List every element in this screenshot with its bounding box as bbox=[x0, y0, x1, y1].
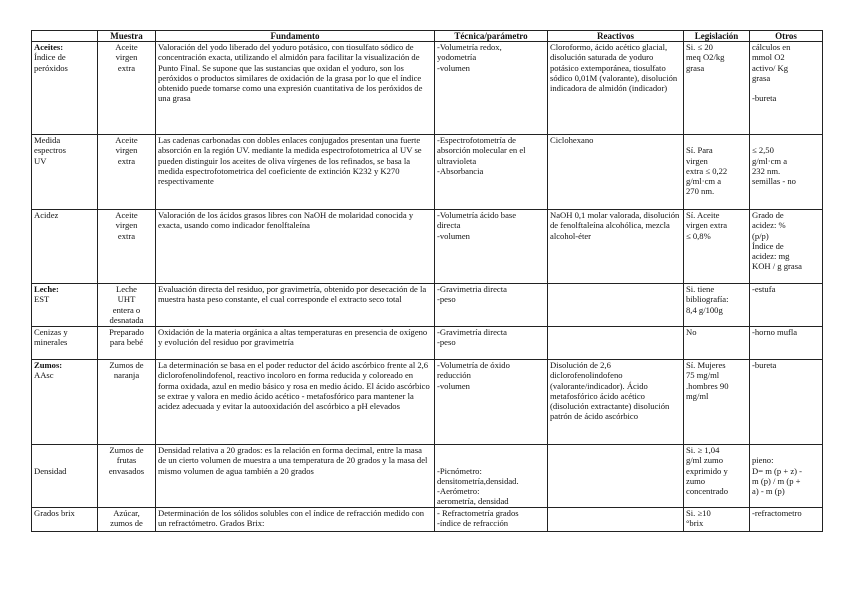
tecnica-cell: -Volumetría redox, yodometría -volumen bbox=[435, 42, 548, 135]
fundamento-cell: Valoración de los ácidos grasos libres con NaOH de molaridad conocida y exacta, usando como indicador fenolftaleína bbox=[156, 210, 435, 284]
legislacion-cell: Si. ≥ 1,04 g/ml zumo exprimido y zumo concentrado bbox=[684, 445, 750, 508]
table-row bbox=[32, 327, 823, 360]
analysis-table bbox=[31, 30, 823, 532]
muestra-cell: Leche UHT entera o desnatada bbox=[98, 284, 156, 327]
reactivos-cell: NaOH 0,1 molar valorada, disolución de fenolftaleína alcohólica, mezcla alcohol-éter bbox=[548, 210, 684, 284]
muestra-cell: Zumos de naranja bbox=[98, 360, 156, 445]
reactivos-cell bbox=[548, 507, 684, 531]
otros-cell: -horno mufla bbox=[750, 327, 823, 360]
category-title: Zumos: bbox=[34, 360, 63, 370]
otros-cell: -refractometro bbox=[750, 507, 823, 531]
header-reactivos: Reactivos bbox=[548, 31, 684, 42]
table-row bbox=[32, 284, 823, 327]
otros-cell: Grado de acidez: % (p/p) Índice de acidez: mg KOH / g grasa bbox=[750, 210, 823, 284]
category-title: Aceites: bbox=[34, 42, 64, 52]
reactivos-cell: Disolución de 2,6 diclorofenolindofeno (valorante/indicador). Ácido metafosfórico ácido acético (disolución extractante) disolución patrón de ácido ascórbico bbox=[548, 360, 684, 445]
tecnica-cell: -Gravimetria directa -peso bbox=[435, 284, 548, 327]
table-row bbox=[32, 507, 823, 531]
fundamento-cell: Determinación de los sólidos solubles con el índice de refracción medido con un refractómetro. Grados Brix: bbox=[156, 507, 435, 531]
table-row bbox=[32, 360, 823, 445]
reactivos-cell bbox=[548, 284, 684, 327]
table-row bbox=[32, 210, 823, 284]
parameter-name: EST bbox=[34, 294, 50, 305]
parameter-name: Índice de peróxidos bbox=[34, 52, 68, 73]
parameter-cell bbox=[32, 360, 98, 445]
parameter-cell bbox=[32, 327, 98, 360]
parameter-name: Cenizas y minerales bbox=[34, 327, 68, 348]
header-otros: Otros bbox=[750, 31, 823, 42]
reactivos-cell bbox=[548, 327, 684, 360]
legislacion-cell: Si. tiene bibliografía: 8,4 g/100g bbox=[684, 284, 750, 327]
tecnica-cell: -Gravimetría directa -peso bbox=[435, 327, 548, 360]
fundamento-cell: Evaluación directa del residuo, por gravimetría, obtenido por desecación de la muestra hasta peso constante, el cual corresponde el extracto seco total bbox=[156, 284, 435, 327]
legislacion-cell: Sí. Para virgen extra ≤ 0,22 g/ml·cm a 270 nm. bbox=[684, 135, 750, 210]
fundamento-cell: Valoración del yodo liberado del yoduro potásico, con tiosulfato sódico de concentración exacta, utilizando el almidón para facilitar la visualización de Punto Final. Se supone que las sustancias que oxidan el yoduro, son los peróxidos o productos similares de oxidación de la grasa por lo que el índice obtenido puede tomarse como una expresión cuantitativa de los peróxidos de una grasa bbox=[156, 42, 435, 135]
reactivos-cell: Ciclohexano bbox=[548, 135, 684, 210]
muestra-cell: Aceite virgen extra bbox=[98, 210, 156, 284]
tecnica-cell: - Refractometría grados -índice de refracción bbox=[435, 507, 548, 531]
header-fundamento: Fundamento bbox=[156, 31, 435, 42]
muestra-cell: Azúcar, zumos de bbox=[98, 507, 156, 531]
muestra-cell: Zumos de frutas envasados bbox=[98, 445, 156, 508]
legislacion-cell: Si. ≥10 °brix bbox=[684, 507, 750, 531]
reactivos-cell: Cloroformo, ácido acético glacial, disolución saturada de yoduro potásico extemporánea, tiosulfato sódico 0,01M (valorante), disolución indicadora de almidón (indicador) bbox=[548, 42, 684, 135]
parameter-name: Acidez bbox=[34, 210, 59, 220]
category-title: Leche: bbox=[34, 284, 59, 294]
header-legislacion: Legislación bbox=[684, 31, 750, 42]
legislacion-cell: No bbox=[684, 327, 750, 360]
fundamento-cell: La determinación se basa en el poder reductor del ácido ascórbico frente al 2,6 diclorofenolindofenol, reactivo incoloro en forma reducida y coloreado en forma oxidada, azul en medio básico y rosa en medio ácido. El ácido ascórbico se extrae y valora en medio ácido acético - metafosfórico para mantener la acidez adecuada y evitar la autooxidación del ascórbico a pH elevados bbox=[156, 360, 435, 445]
otros-cell: -bureta bbox=[750, 360, 823, 445]
parameter-cell: Grados brix bbox=[32, 507, 98, 531]
header-tecnica: Técnica/parámetro bbox=[435, 31, 548, 42]
muestra-cell: Aceite virgen extra bbox=[98, 42, 156, 135]
legislacion-cell: Sí. Aceite virgen extra ≤ 0,8% bbox=[684, 210, 750, 284]
table-row bbox=[32, 42, 823, 135]
legislacion-cell: Si. ≤ 20 meq O2/kg grasa bbox=[684, 42, 750, 135]
muestra-cell: Preparado para bebé bbox=[98, 327, 156, 360]
fundamento-cell: Oxidación de la materia orgánica a altas temperaturas en presencia de oxígeno y evolución del residuo por gravimetría bbox=[156, 327, 435, 360]
reactivos-cell bbox=[548, 445, 684, 508]
otros-cell: pieno: D= m (p + z) - m (p) / m (p + a) - m (p) bbox=[750, 445, 823, 508]
header-muestra: Muestra bbox=[98, 31, 156, 42]
parameter-cell: Densidad bbox=[32, 445, 98, 508]
parameter-cell bbox=[32, 210, 98, 284]
otros-cell: -estufa bbox=[750, 284, 823, 327]
otros-cell: cálculos en mmol O2 activo/ Kg grasa -bureta bbox=[750, 42, 823, 135]
otros-cell: ≤ 2,50 g/ml·cm a 232 nm. semillas - no bbox=[750, 135, 823, 210]
tecnica-cell: -Espectrofotometría de absorción molecular en el ultravioleta -Absorbancia bbox=[435, 135, 548, 210]
parameter-cell bbox=[32, 284, 98, 327]
muestra-cell: Aceite virgen extra bbox=[98, 135, 156, 210]
parameter-cell bbox=[32, 42, 98, 135]
parameter-name: AAsc bbox=[34, 370, 54, 381]
tecnica-cell: -Volumetría de óxido reducción -volumen bbox=[435, 360, 548, 445]
fundamento-cell: Las cadenas carbonadas con dobles enlaces conjugados presentan una fuerte absorción en la región UV. mediante la medida espectrofotometrica al UV se pueden distinguir los aceites de oliva vírgenes de los refinados, se basa la medida espectrofotometrica del coeficiente de extinción K232 y K270 respectivamente bbox=[156, 135, 435, 210]
tecnica-cell: -Picnómetro: densitometría,densidad. -Aerómetro: aerometría, densidad bbox=[435, 445, 548, 508]
legislacion-cell: Sí. Mujeres 75 mg/ml .hombres 90 mg/ml bbox=[684, 360, 750, 445]
table-row bbox=[32, 445, 823, 508]
header-parameter bbox=[32, 31, 98, 42]
parameter-name: Medida espectros UV bbox=[34, 135, 66, 166]
table-header-row bbox=[32, 31, 823, 42]
parameter-cell bbox=[32, 135, 98, 210]
table-row bbox=[32, 135, 823, 210]
tecnica-cell: -Volumetría ácido base directa -volumen bbox=[435, 210, 548, 284]
fundamento-cell: Densidad relativa a 20 grados: es la relación en forma decimal, entre la masa de un cierto volumen de muestra a una temperatura de 20 grados y la masa del mismo volumen de agua también a 20 grados bbox=[156, 445, 435, 508]
